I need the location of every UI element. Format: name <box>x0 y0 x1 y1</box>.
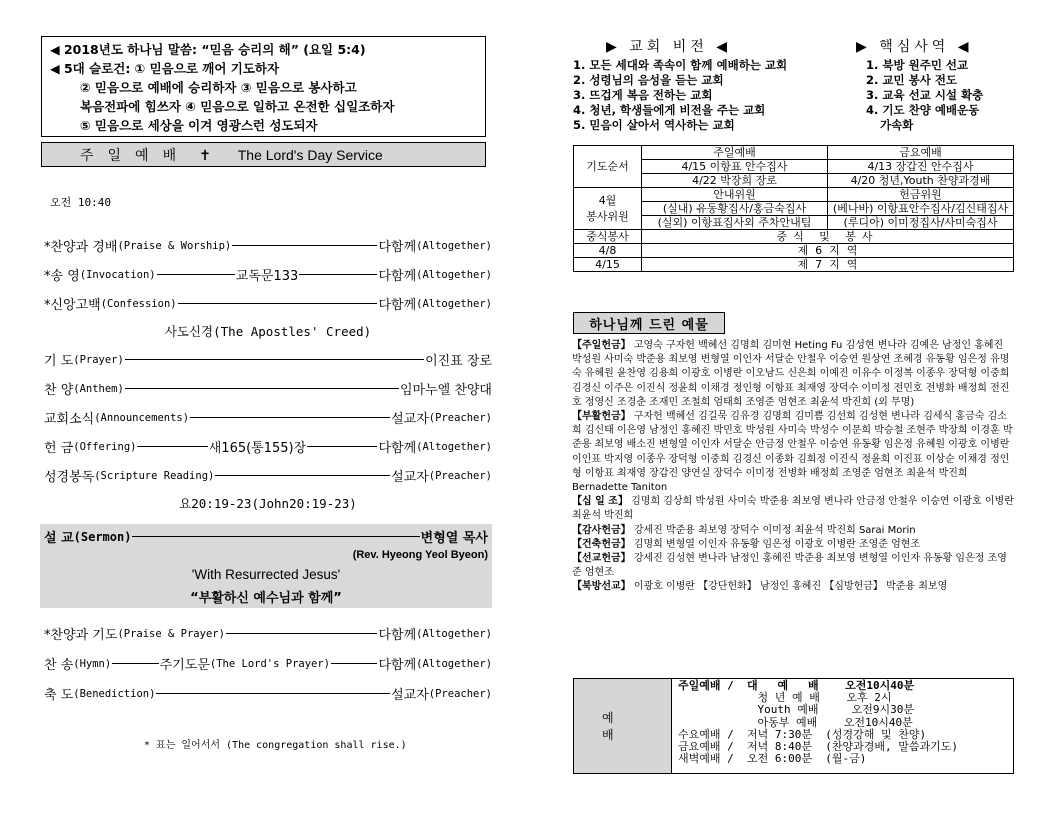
slogan-line: 복음전파에 힘쓰자 ④ 믿음으로 일하고 온전한 십일조하자 <box>80 99 395 114</box>
worship-time-line: 새벽예배 / 오전 6:00분 (월-금) <box>678 752 867 766</box>
order-label-en: (Sermon) <box>73 529 132 544</box>
slogan-line: ② 믿음으로 예배에 승리하자 ③ 믿음으로 봉사하고 <box>80 80 357 95</box>
friday-prayer: 4/20 청년,Youth 찬양과경배 <box>828 174 1014 188</box>
preacher-name: 변형열 목사 <box>420 531 488 546</box>
order-row <box>44 684 492 703</box>
order-row <box>44 265 492 284</box>
order-divider <box>157 274 235 275</box>
ministry-item: 2. 교민 봉사 전도 <box>866 73 958 87</box>
service-title-ko: 주일예배 <box>80 147 191 164</box>
offering-list <box>572 339 1016 595</box>
order-leader: 설교자 <box>391 470 429 485</box>
vision-item: 4. 청년, 학생들에게 비전을 주는 교회 <box>573 103 766 117</box>
offering-entry <box>572 580 1016 594</box>
order-label: 찬 송 <box>44 658 74 673</box>
order-row <box>44 408 492 427</box>
lunch-service-header: 중식 및 봉사 <box>642 230 1014 244</box>
order-label: 찬 양 <box>44 383 74 398</box>
order-row <box>44 379 492 398</box>
ministry-list <box>866 58 983 133</box>
offering-entry <box>572 538 1016 552</box>
worship-time-line: 청 년 예 배 오후 2시 <box>678 691 892 705</box>
schedule-table <box>573 145 1014 272</box>
order-row <box>44 654 492 673</box>
order-leader: 다함께 <box>378 240 417 255</box>
offering-title: 하나님께 드린 예물 <box>573 312 725 334</box>
creed: 사도신경(The Apostles' Creed) <box>164 324 372 339</box>
vision-item: 2. 성령님의 음성을 듣는 교회 <box>573 73 724 87</box>
offering-category: 【주일헌금】 <box>572 340 631 351</box>
order-divider <box>156 693 390 694</box>
worship-times-table <box>573 678 1014 774</box>
order-label: 기 도 <box>44 354 74 369</box>
order-leader-en: (Altogether) <box>416 297 492 310</box>
offering-category: 【십 일 조】 <box>572 496 628 508</box>
order-label-en: (Praise & Prayer) <box>117 627 225 640</box>
offering-names: 김명희 김상희 박성원 사미숙 박준용 최보영 변나라 안금정 안철우 이승연 이광호 이병란 최윤석 박진희 <box>572 496 1014 522</box>
offering-category: 【건축헌금】 <box>572 538 631 550</box>
order-divider <box>226 633 378 634</box>
slogan-line: ◀ 5대 슬로건: ① 믿음으로 깨어 기도하자 <box>50 61 280 76</box>
schedule-row <box>574 230 1014 244</box>
order-row <box>44 350 492 369</box>
offering-entry <box>572 339 1016 410</box>
preacher-name-en: (Rev. Hyeong Yeol Byeon) <box>352 549 488 561</box>
volunteer-month: 4월 <box>598 193 617 207</box>
offering-category: 【부활헌금】 <box>572 411 631 423</box>
order-row <box>44 466 492 485</box>
order-prayer-en: (The Lord's Prayer) <box>209 657 330 670</box>
order-label: 설 교 <box>44 531 74 546</box>
order-divider <box>112 663 158 664</box>
order-leader-en: (Preacher) <box>428 469 492 482</box>
service-time: 오전 10:40 <box>50 196 111 209</box>
order-leader-en: (Altogether) <box>416 268 492 281</box>
order-divider <box>331 663 377 664</box>
order-divider <box>215 475 390 476</box>
order-divider <box>178 303 378 304</box>
schedule-row <box>574 188 1014 202</box>
order-label-en: (Scripture Reading) <box>94 469 215 482</box>
order-leader-en: (Altogether) <box>416 440 492 453</box>
order-leader: 다함께 <box>378 628 417 643</box>
order-label-en: (Anthem) <box>73 382 124 395</box>
service-title-en: The Lord's Day Service <box>237 146 383 163</box>
lunch-date: 4/8 <box>574 244 642 258</box>
offering-committee-entry: (베나바) 이항표안수집사/김신태집사 <box>828 202 1014 216</box>
order-divider <box>190 417 390 418</box>
schedule-row <box>574 146 1014 160</box>
order-divider <box>232 245 377 246</box>
sunday-prayer: 4/15 이항표 안수집사 <box>642 160 828 174</box>
schedule-row <box>574 244 1014 258</box>
order-leader-en: (Altogether) <box>416 657 493 670</box>
service-header <box>41 142 486 167</box>
offering-entry <box>572 410 1016 495</box>
vision-item: 1. 모든 세대와 족속이 함께 예배하는 교회 <box>573 58 788 72</box>
order-label-en: (Hymn) <box>73 657 112 670</box>
offering-entry <box>572 552 1016 580</box>
order-leader: 다함께 <box>378 298 417 313</box>
worship-time-line: 금요예배 / 저녁 8:40분 (찬양과경배, 말씀과기도) <box>678 740 958 754</box>
worship-label: 예배 <box>574 679 672 773</box>
order-label: *송 영 <box>44 269 80 284</box>
order-prayer: 주기도문 <box>159 658 210 673</box>
order-label-en: (Praise & Worship) <box>117 239 232 252</box>
order-label-en: (Offering) <box>73 440 137 453</box>
usher-entry: (실외) 이항표집사외 주차안내팀 <box>642 216 828 230</box>
order-divider <box>125 388 399 389</box>
offering-names: 강세진 박준용 최보영 장덕수 이미정 최윤석 박진희 Sarai Morin <box>633 524 916 536</box>
offering-committee-header: 헌금위원 <box>828 188 1014 202</box>
friday-prayer: 4/13 장갑진 안수집사 <box>828 160 1014 174</box>
order-label-en: (Benediction) <box>73 687 156 700</box>
order-row <box>44 294 492 313</box>
order-leader-en: (Altogether) <box>416 239 492 252</box>
order-row-sermon <box>44 527 488 546</box>
schedule-row <box>574 258 1014 272</box>
order-divider <box>132 536 419 537</box>
cross-icon: ✝ <box>200 145 210 164</box>
order-divider <box>299 274 377 275</box>
friday-header: 금요예배 <box>828 146 1014 160</box>
worship-times <box>678 680 958 765</box>
order-label: 교회소식 <box>44 412 95 427</box>
sermon-title-en: 'With Resurrected Jesus' <box>191 567 341 582</box>
order-label: 헌 금 <box>44 441 74 456</box>
order-label-en: (Confession) <box>100 297 177 310</box>
worship-time-line: 주일예배 / 대 예 배 오전10시40분 <box>678 679 915 692</box>
order-leader: 다함께 <box>378 658 417 673</box>
offering-category: 【선교헌금】 <box>572 553 631 565</box>
order-label: *찬양과 경배 <box>44 240 118 255</box>
volunteer-label <box>574 188 642 230</box>
order-leader-en: (Preacher) <box>428 687 492 700</box>
order-reading: 교독문133 <box>235 269 299 284</box>
offering-category: 【북방선교】 <box>572 581 631 593</box>
order-label: 성경봉독 <box>44 470 95 485</box>
order-leader: 다함께 <box>378 269 417 284</box>
offering-entry <box>572 524 1016 538</box>
order-leader: 다함께 <box>378 441 417 456</box>
order-label: *찬양과 기도 <box>44 628 118 643</box>
order-leader: 설교자 <box>391 688 429 703</box>
order-hymn: 새165(통155)장 <box>208 441 307 456</box>
order-label: *신앙고백 <box>44 298 101 313</box>
lunch-service-label: 중식봉사 <box>574 230 642 244</box>
worship-time-line: 수요예배 / 저녁 7:30분 (성경강해 및 찬양) <box>678 727 927 741</box>
order-label-en: (Prayer) <box>73 353 124 366</box>
offering-names: 이광호 이병란 【강단헌화】 남정인 홍혜진 【심방헌금】 박준용 최보영 <box>633 581 948 593</box>
offering-entry <box>572 495 1016 523</box>
order-label-en: (Invocation) <box>79 268 156 281</box>
order-divider <box>137 446 207 447</box>
ministry-item: 가속화 <box>880 118 914 132</box>
worship-time-line: Youth 예배 오전9시30분 <box>678 703 914 717</box>
offering-names: 구자헌 백혜선 김길묵 김유경 김명희 김미쁨 김선희 김성현 변나라 김세식 홍금숙 김소희 김신태 이은영 남정인 홍혜진 박민호 박성원 사미숙 박성수 이문희 박승철 조현주 박장희 이경훈 박준용 최보영 배소진 변형열 이인자 서달순 안금정 안철우 이승연 유동황 임은정 유혜원 이광호 이병란 이인표 박지영 이종우 장덕형 이중희 김경신 이종화 김희정 이진식 정윤희 이진표 이상순 이채경 정인형 이항표 최재영 장갑진 양연실 장덕수 이미정 전병화 배정희 조영준 엄현조 최윤석 박진희 Bernadette Taniton <box>572 411 1013 494</box>
ministry-item: 1. 북방 원주민 선교 <box>866 58 969 72</box>
offering-category: 【감사헌금】 <box>572 524 631 536</box>
lunch-group: 제 7 지 역 <box>642 258 1014 272</box>
lunch-group: 제 6 지 역 <box>642 244 1014 258</box>
order-leader: 이진표 장로 <box>425 354 492 369</box>
order-leader: 설교자 <box>391 412 429 427</box>
vision-title: ▶ 교회 비전 ◀ <box>606 39 731 55</box>
sunday-prayer: 4/22 박장희 장로 <box>642 174 828 188</box>
order-row <box>44 437 492 456</box>
order-label-en: (Announcements) <box>94 411 190 424</box>
order-divider <box>307 446 377 447</box>
order-leader-en: (Altogether) <box>416 627 492 640</box>
order-leader-en: (Preacher) <box>428 411 492 424</box>
vision-list <box>573 58 787 133</box>
sunday-header: 주일예배 <box>642 146 828 160</box>
offering-names: 김명희 변형열 이인자 유동황 임은정 이광호 이병란 조영준 엄현조 <box>633 538 921 550</box>
prayer-order-label: 기도순서 <box>574 146 642 188</box>
order-divider <box>125 359 424 360</box>
ministry-item: 3. 교육 선교 시설 확충 <box>866 88 984 102</box>
slogan-line: ⑤ 믿음으로 세상을 이겨 영광스런 성도되자 <box>80 118 318 133</box>
annual-verse: ◀ 2018년도 하나님 말씀: “믿음 승리의 해” (요일 5:4) <box>50 42 366 57</box>
vision-item: 3. 뜨겁게 복음 전하는 교회 <box>573 88 713 102</box>
offering-names: 강세진 김성현 변나라 남정인 홍혜진 박준용 최보영 변형열 이인자 유동황 임은정 조영준 엄현조 <box>572 553 1007 579</box>
offering-names: 고영숙 구자헌 백혜선 김명희 김미현 Heting Fu 김성현 변나라 김예은 남정인 홍혜진 박성원 사미숙 박준용 최보영 변형열 이인자 서달순 안철우 이승연 원상연 조혜경 유동황 임은정 유명숙 유혜원 윤찬영 김용희 이광호 이병란 이오남드 신은희 이예진 이유수 이정복 이종우 장덕형 이중희 김경신 이주은 이진식 정윤희 이채경 정인형 이항표 최재영 장덕수 이미정 전민호 전병화 배정희 전진호 정영신 조경춘 조재민 조철희 엄태희 조영준 엄현조 최윤석 박진희 (외 무명) <box>572 340 1010 408</box>
lunch-date: 4/15 <box>574 258 642 272</box>
usher-entry: (실내) 유동황집사/홍금숙집사 <box>642 202 828 216</box>
order-row <box>44 236 492 255</box>
usher-header: 안내위원 <box>642 188 828 202</box>
annual-slogan-box <box>41 36 486 137</box>
offering-committee-entry: (루디아) 이미정집사/사미숙집사 <box>828 216 1014 230</box>
ministry-item: 4. 기도 찬양 예배운동 <box>866 103 980 117</box>
order-label: 축 도 <box>44 688 74 703</box>
volunteer-title: 봉사위원 <box>586 209 629 223</box>
sermon-box <box>40 524 492 608</box>
standing-note: * 표는 일어서서 (The congregation shall rise.) <box>144 740 407 751</box>
ministry-title: ▶ 핵심사역 ◀ <box>856 39 973 55</box>
scripture-ref: 요20:19-23(John20:19-23) <box>179 496 357 511</box>
order-row <box>44 624 492 643</box>
order-leader: 임마누엘 찬양대 <box>399 383 492 398</box>
sermon-title-ko: “부활하신 예수님과 함께” <box>190 591 342 606</box>
worship-time-line: 아동부 예배 오전10시40분 <box>678 715 913 729</box>
vision-item: 5. 믿음이 살아서 역사하는 교회 <box>573 118 735 132</box>
